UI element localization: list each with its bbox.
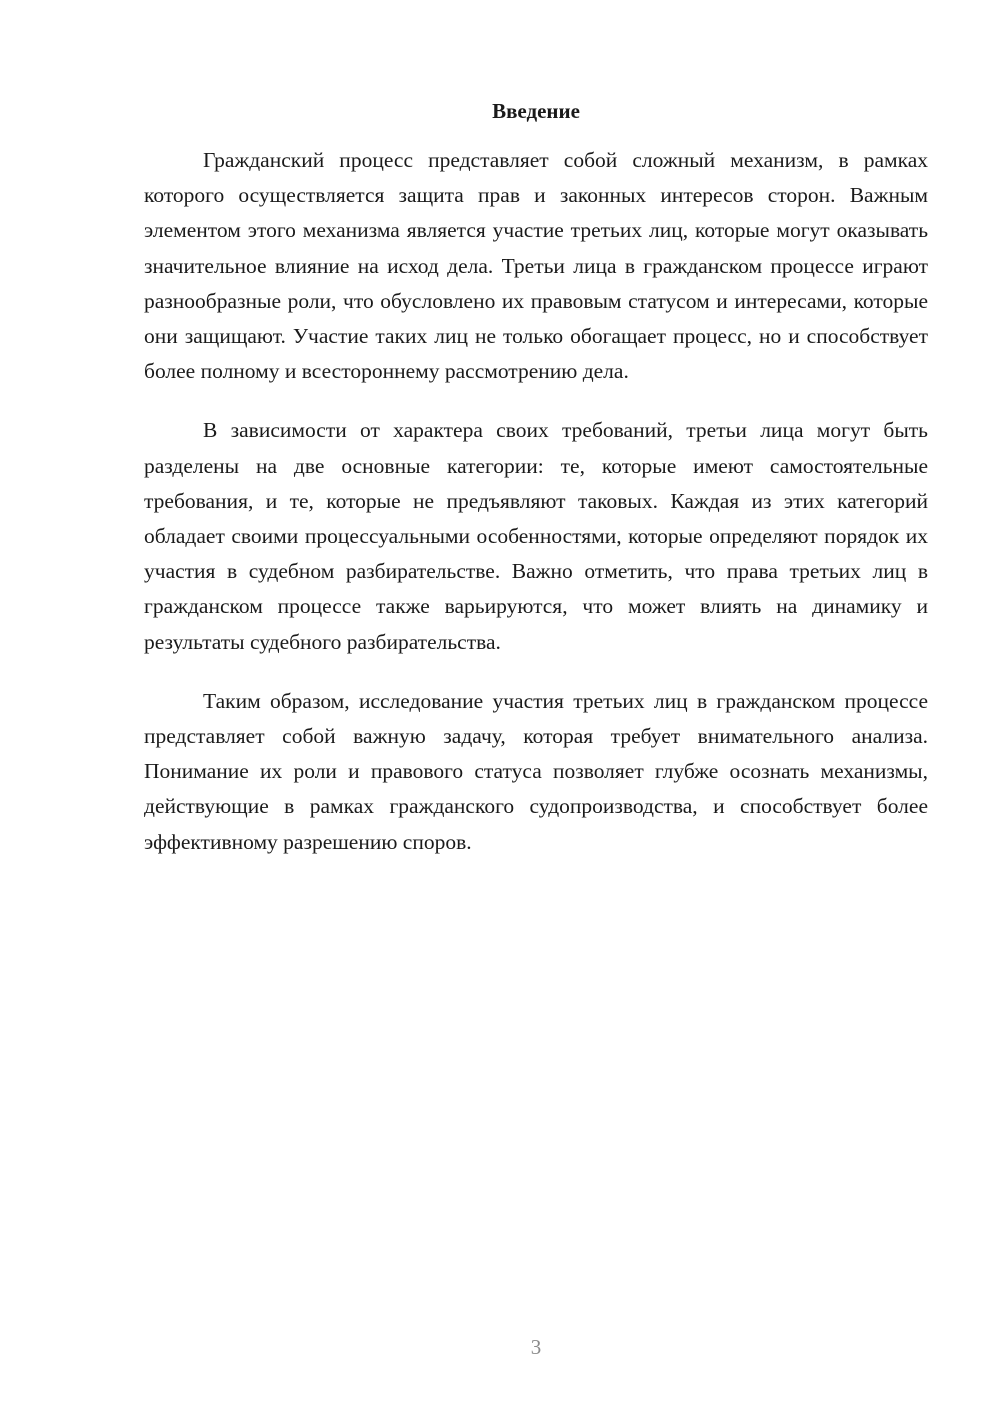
- page-title: Введение: [492, 99, 580, 123]
- paragraph-3: Таким образом, исследование участия третьих лиц в гражданском процессе представляет собой важную задачу, которая требует внимательного анализа. Понимание их роли и правового статуса позволяет глубже осознать механизмы, действующие в рамках гражданского судопроизводства, и способствует более эффективному разрешению споров.: [144, 688, 928, 854]
- body-text: [144, 143, 928, 884]
- page-number: 3: [530, 1335, 542, 1359]
- paragraph-2: В зависимости от характера своих требований, третьи лица могут быть разделены на две основные категории: те, которые имеют самостоятельные требования, и те, которые не предъявляют таковых. Каждая из этих категорий обладает своими процессуальными особенностями, которые определяют порядок их участия в судебном разбирательстве. Важно отметить, что права третьих лиц в гражданском процессе также варьируются, что может влиять на динамику и результаты судебного разбирательства.: [144, 418, 928, 654]
- paragraph-1: Гражданский процесс представляет собой сложный механизм, в рамках которого осуществляется защита прав и законных интересов сторон. Важным элементом этого механизма является участие третьих лиц, которые могут оказывать значительное влияние на исход дела. Третьи лица в гражданском процессе играют разнообразные роли, что обусловлено их правовым статусом и интересами, которые они защищают. Участие таких лиц не только обогащает процесс, но и способствует более полному и всестороннему рассмотрению дела.: [144, 148, 928, 384]
